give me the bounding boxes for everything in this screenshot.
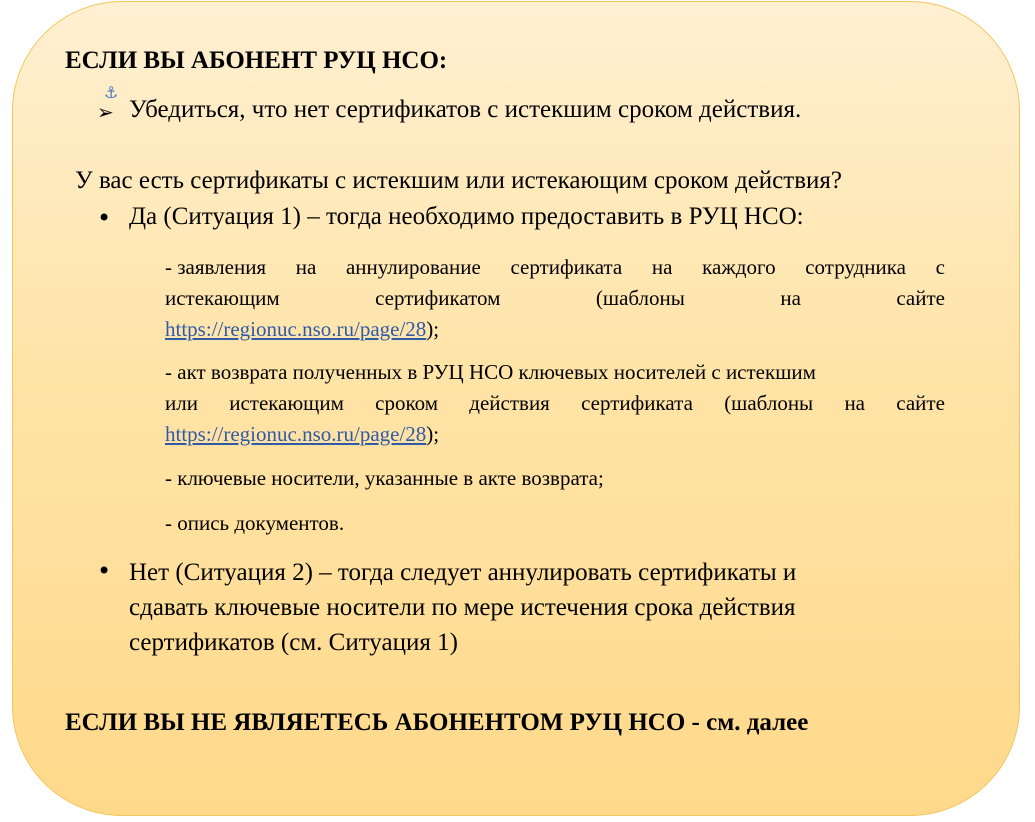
doc-item-application-line2: истекающим сертификатом (шаблоны на сайте [165,286,945,310]
doc-item-return-act-line2: или истекающим сроком действия сертификата (шаблоны на сайте [165,391,945,415]
check-item-text: Убедиться, что нет сертификатов с истекшим сроком действия. [129,96,802,123]
bullet-dot-icon: • [97,204,112,232]
templates-link[interactable]: https://regionuc.nso.ru/page/28 [165,317,427,341]
heading-subscriber: ЕСЛИ ВЫ АБОНЕНТ РУЦ НСО: [65,47,448,74]
anchor-icon: ⚓ [104,83,119,102]
doc-item-application [165,252,945,345]
doc-item-inventory: - опись документов. [165,511,345,535]
doc-item-return-act-line3: https://regionuc.nso.ru/page/28); [165,422,440,446]
arrowhead-bullet-icon: ➢ [97,100,114,124]
doc-item-return-act [165,357,945,450]
doc-item-return-act-line1: - акт возврата полученных в РУЦ НСО ключевых носителей с истекшим [165,360,816,384]
bullet-dot-icon: • [97,557,112,585]
doc-item-key-media: - ключевые носители, указанные в акте возврата; [165,466,604,490]
yes-item-text: Да (Ситуация 1) – тогда необходимо предоставить в РУЦ НСО: [129,203,804,230]
no-item-text: Нет (Ситуация 2) – тогда следует аннулировать сертификаты и сдавать ключевые носители по мере истечения срока действия сертификатов (см. Ситуация 1) [129,559,797,656]
question-text: У вас есть сертификаты с истекшим или истекающим сроком действия? [75,167,842,194]
doc-item-application-line3: https://regionuc.nso.ru/page/28); [165,317,440,341]
doc-item-application-line1: - заявления на аннулирование сертификата на каждого сотрудника с [165,255,945,279]
templates-link-2[interactable]: https://regionuc.nso.ru/page/28 [165,422,427,446]
heading-non-subscriber: ЕСЛИ ВЫ НЕ ЯВЛЯЕТЕСЬ АБОНЕНТОМ РУЦ НСО - см. далее [65,709,809,736]
